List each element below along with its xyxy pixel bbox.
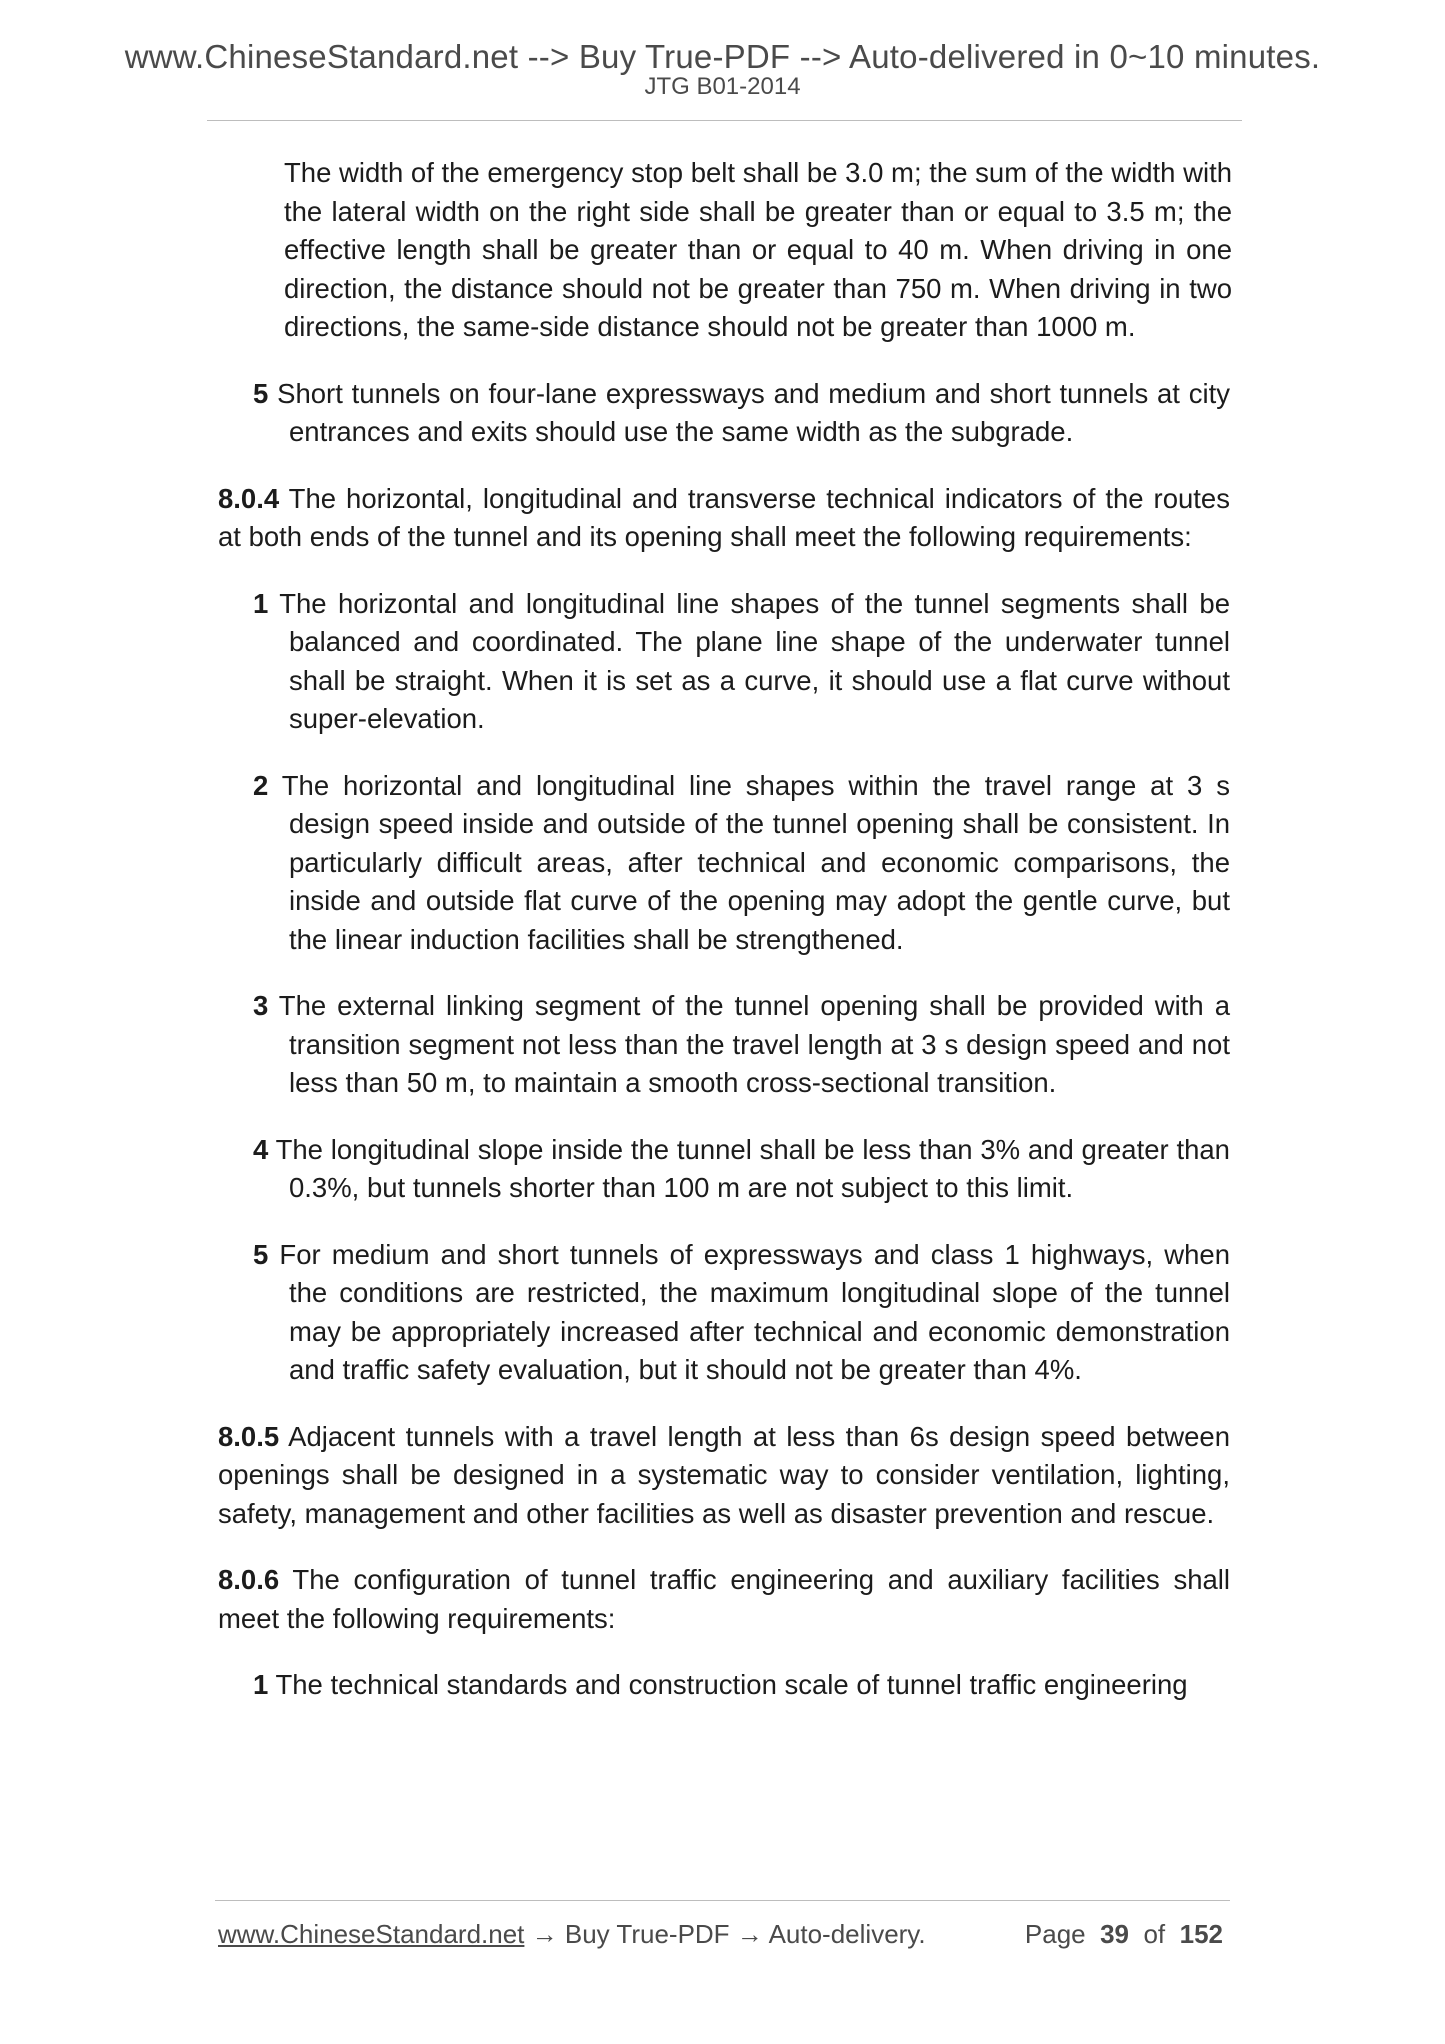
item-text: For medium and short tunnels of expressways and class 1 highways, when the conditions are restricted, the maximum longitudinal slope of the tunnel may be appropriately increased after technical and economic demonstration and traffic safety evaluation, but it should not be greater than 4%. bbox=[279, 1238, 1230, 1385]
item-text: Short tunnels on four-lane expressways and medium and short tunnels at city entrances and exits should use the same width as the subgrade. bbox=[277, 377, 1231, 447]
header-banner: www.ChineseStandard.net --> Buy True-PDF --> Auto-delivered in 0~10 minutes. bbox=[124, 38, 1321, 75]
website-link[interactable]: www.ChineseStandard.net bbox=[218, 1919, 525, 1949]
list-item bbox=[253, 1666, 1230, 1705]
clause-number: 8.0.5 bbox=[218, 1420, 280, 1452]
item-number: 5 bbox=[253, 377, 269, 409]
item-number: 1 bbox=[253, 1669, 269, 1700]
of-label: of bbox=[1143, 1919, 1166, 1949]
item-number: 1 bbox=[253, 587, 269, 619]
list-item bbox=[253, 375, 1230, 452]
clause-text: The horizontal, longitudinal and transverse technical indicators of the routes at both ends of the tunnel and its opening shall meet the following requirements: bbox=[218, 482, 1230, 552]
list-item bbox=[253, 1236, 1230, 1390]
page-total: 152 bbox=[1179, 1919, 1223, 1949]
footer-promo bbox=[218, 1921, 926, 1947]
continuation-paragraph: The width of the emergency stop belt shall be 3.0 m; the sum of the width with the lateral width on the right side shall be greater than or equal to 3.5 m; the effective length shall be greater than or equal to 40 m. When driving in one direction, the distance should not be greater than 750 m. When driving in two directions, the same-side distance should not be greater than 1000 m. bbox=[284, 157, 1232, 342]
page-number: 39 bbox=[1100, 1919, 1130, 1949]
item-number: 3 bbox=[253, 990, 269, 1021]
standard-code: JTG B01-2014 bbox=[644, 73, 801, 100]
footer-promo-text: → Buy True-PDF → Auto-delivery. bbox=[524, 1919, 926, 1949]
clause-number: 8.0.6 bbox=[218, 1564, 280, 1595]
page-indicator bbox=[1025, 1921, 1223, 1947]
clause-text: The configuration of tunnel traffic engineering and auxiliary facilities shall meet the following requirements: bbox=[218, 1564, 1231, 1634]
item-number: 4 bbox=[253, 1133, 269, 1165]
item-text: The technical standards and construction scale of tunnel traffic engineering bbox=[275, 1669, 1188, 1700]
clause-8-0-5 bbox=[218, 1418, 1230, 1534]
item-text: The horizontal and longitudinal line shapes of the tunnel segments shall be balanced and coordinated. The plane line shape of the underwater tunnel shall be straight. When it is set as a curve, it should use a flat curve without super-elevation. bbox=[279, 587, 1230, 734]
item-number: 5 bbox=[253, 1238, 269, 1270]
clause-8-0-4 bbox=[218, 480, 1230, 557]
clause-text: Adjacent tunnels with a travel length at less than 6s design speed between openings shall be designed in a systematic way to consider ventilation, lighting, safety, management and other facilities as well as disaster prevention and rescue. bbox=[218, 1420, 1231, 1529]
clause-8-0-6 bbox=[218, 1561, 1230, 1638]
item-text: The horizontal and longitudinal line shapes within the travel range at 3 s design speed inside and outside of the tunnel opening shall be consistent. In particularly difficult areas, after technical and economic comparisons, the inside and outside flat curve of the opening may adopt the gentle curve, but the linear induction facilities shall be strengthened. bbox=[281, 769, 1230, 955]
page-body bbox=[218, 154, 1230, 1733]
footer-divider bbox=[215, 1900, 1230, 1901]
list-item bbox=[253, 987, 1230, 1103]
list-item bbox=[253, 1131, 1230, 1208]
list-item bbox=[253, 767, 1230, 960]
header-divider bbox=[207, 120, 1242, 121]
item-text: The longitudinal slope inside the tunnel shall be less than 3% and greater than 0.3%, but tunnels shorter than 100 m are not subject to this limit. bbox=[275, 1133, 1230, 1203]
list-item bbox=[253, 585, 1230, 739]
page-label: Page bbox=[1024, 1919, 1086, 1949]
clause-number: 8.0.4 bbox=[218, 482, 280, 514]
item-number: 2 bbox=[253, 769, 269, 801]
item-text: The external linking segment of the tunnel opening shall be provided with a transition segment not less than the travel length at 3 s design speed and not less than 50 m, to maintain a smooth cross-sectional transition. bbox=[278, 990, 1230, 1098]
